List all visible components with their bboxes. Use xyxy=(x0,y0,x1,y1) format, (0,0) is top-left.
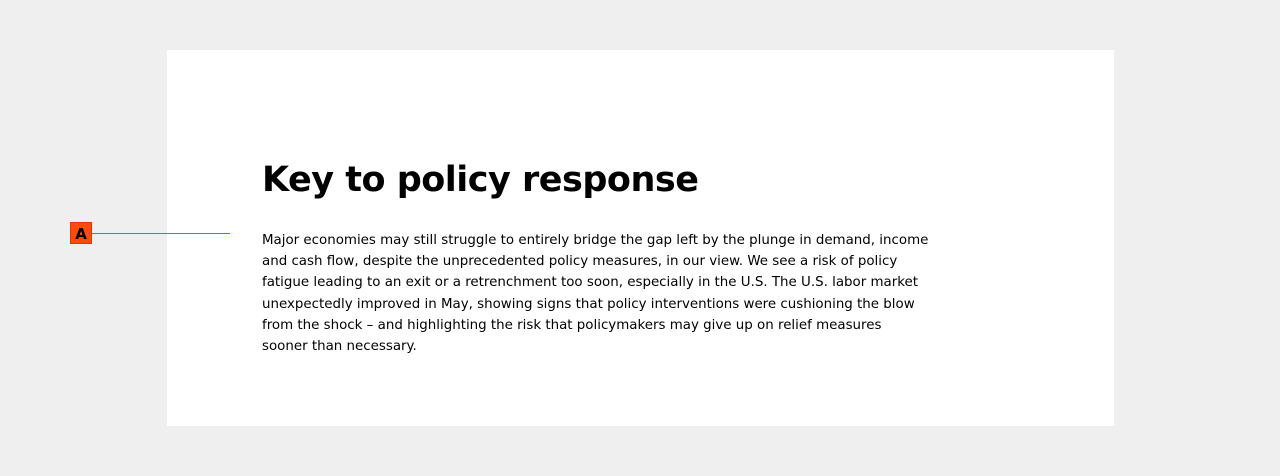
annotation-leader-line xyxy=(92,233,230,234)
section-body-text: Major economies may still struggle to entirely bridge the gap left by the plunge in demand, income and cash flow, despite the unprecedented policy measures, in our view. We see a risk of policy fatigue leading to an exit or a retrenchment too soon, especially in the U.S. The U.S. labor market unexpectedly improved in May, showing signs that policy interventions were cushioning the blow from the shock – and highlighting the risk that policymakers may give up on relief measures sooner than necessary. xyxy=(262,233,929,355)
annotation-marker-a: A xyxy=(70,222,92,244)
section-title: Key to policy response xyxy=(262,160,699,200)
